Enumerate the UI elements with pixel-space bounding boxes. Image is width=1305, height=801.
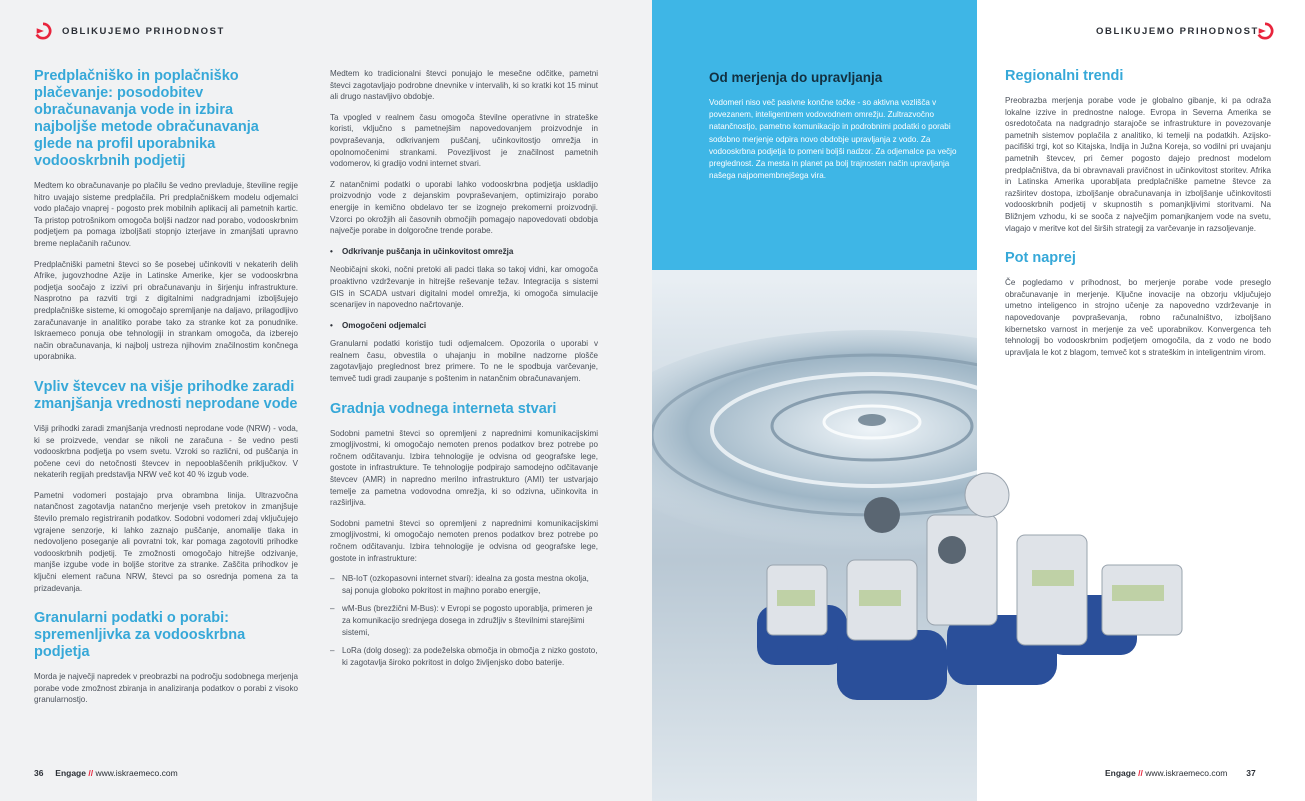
list-item: – wM-Bus (brezžični M-Bus): v Evropi se pogosto uporablja, primeren je za komunikacijo srednjega dosega in združljiv s številnimi starejšimi sistemi, xyxy=(330,603,598,638)
section-title: Predplačniško in poplačniško plačevanje: posodobitev obračunavanja vode in izbira najboljše metode obračunavanja glede na profil uporabnika vodooskrbnih podjetij xyxy=(34,68,259,169)
paragraph: Medtem ko obračunavanje po plačilu še vedno prevladuje, številine regije hitro uvajajo sisteme predplačila. Pri predplačniškem modelu odjemalci vodo plačajo vnaprej - pogosto prek mobilnih aplikacij ali pametnih kartic. Ta pristop potrošnikom omogoča boljši nadzor nad porabo, vodooskrbnim podjetjem pa pomaga izboljšati stopnjo izterjave in zmanjšati upravno breme neplačanih računov. xyxy=(34,181,298,248)
paragraph: Medtem ko tradicionalni števci ponujajo le mesečne odčitke, pametni števci zagotavljajo podrobne dnevnike v intervalih, ki so kratki kot 15 minut ali drugo nastavljivo obdobje. xyxy=(330,69,598,102)
paragraph: Če pogledamo v prihodnost, bo merjenje porabe vode preseglo obračunavanje in merjenje. Ključne inovacije na obzorju vključujejo umetno inteligenco in strojno učenje za napovedno vzdrževanje in napovedovanje povpraševanja, robno računalništvo, izboljšano kibernetsko varnost in merjenje za več uporabnikov. Konvergenca teh tehnologij bo vodooskrbnim podjetjem omogočila, da z vodo ne bodo upravljala le kot z blagom, temveč kot s strateškim in inteligentnim virom. xyxy=(1005,278,1271,357)
footer-url-link[interactable]: www.iskraemeco.com xyxy=(95,768,178,778)
left-page xyxy=(0,0,652,801)
iskraemeco-logo-icon xyxy=(1256,22,1274,40)
list-item: – NB-IoT (ozkopasovni internet stvari): idealna za gosta mestna okolja, saj ponuja globoko pokritost in majhno porabo energije, xyxy=(330,573,598,596)
page-footer-left xyxy=(34,768,178,778)
paragraph: Morda je največji napredek v preobrazbi na področju sodobnega merjenja porabe vode zmožnost zbiranja in analiziranja podatkov o porabi z visoko granularnostjo. xyxy=(34,672,298,705)
paragraph: Granularni podatki koristijo tudi odjemalcem. Opozorila o uporabi v realnem času, obvestila o uhajanju in mobilne nadzorne plošče zagotavljajo preglednost brez primere. To ne le spodbuja varčevanje, temveč tudi gradi zaupanje s poštenim in natančnim obračunavanjem. xyxy=(330,339,598,384)
paragraph: Predplačniški pametni števci so še posebej učinkoviti v nekaterih delih Afrike, jugovzhodne Azije in Latinske Amerike, kjer se vodooskrbna podjetja soočajo z izzivi pri obračunavanju in širjenju infrastrukture. Nasprotno pa razviti trgi z digitalnimi nadgradnjami izboljšujejo predplačniške sisteme, ki omogočajo spremljanje na daljavo, prilagodljivo zaračunavanje in analitiko porabe tako za stranke kot za ponudnike. Iskraemeco ponuja obe tehnologiji in strankam omogoča, da izberejo način obračunavanja, ki najbolj ustreza njihovim značilnostim končnega uporabnika. xyxy=(34,259,298,362)
page-number: 36 xyxy=(34,768,44,778)
page-footer-right xyxy=(1105,768,1256,778)
page-number: 37 xyxy=(1246,768,1256,778)
bullet-heading: • Odkrivanje puščanja in učinkovitost omrežja xyxy=(330,246,598,258)
paragraph: Sodobni pametni števci so opremljeni z naprednimi komunikacijskimi zmogljivostmi, ki omogočajo nemoten prenos podatkov brez potrebe po ročnem odčitavanju. Izbira tehnologije je odvisna od geografske lege, gostote in infrastrukture: xyxy=(330,518,598,563)
section-title: Pot naprej xyxy=(1005,250,1076,267)
section-title: Granularni podatki o porabi: spremenljivka za vodooskrbna podjetja xyxy=(34,610,246,661)
left-column-2 xyxy=(330,68,598,676)
paragraph: Ta vpogled v realnem času omogoča številne operativne in strateške koristi, vključno s pametnejšim napovedovanjem proizvodnje in povpraševanja, odkrivanjem puščanj, učinkovitostjo omrežja in opolnomočenimi strankami. Povezljivost je značilnost pametnih vodomerov, ki gradijo vodni internet stvari. xyxy=(330,112,598,169)
section-title: Gradnja vodnega interneta stvari xyxy=(330,400,557,417)
running-header: OBLIKUJEMO PRIHODNOST xyxy=(1096,26,1259,37)
callout-title: Od merjenja do upravljanja xyxy=(709,70,883,85)
footer-brand: Engage xyxy=(1105,768,1136,778)
water-meters-image xyxy=(747,455,1217,720)
left-column-1 xyxy=(34,68,298,715)
right-page xyxy=(652,0,1305,801)
callout-content xyxy=(709,70,959,182)
running-header: OBLIKUJEMO PRIHODNOST xyxy=(62,26,225,37)
section-title: Vpliv števcev na višje prihodke zaradi zmanjšanja vrednosti neprodane vode xyxy=(34,378,298,412)
iskraemeco-logo-icon xyxy=(34,22,52,40)
paragraph: Preobrazba merjenja porabe vode je globalno gibanje, ki pa odraža lokalne izzive in prednostne naloge. Evropa in Severna Amerika se osredotočata na nadgradnjo starajoče se infrastrukture in povezovanje pametnih sistemov poplačila z analitiko, ki temelji na podatkih. Azijsko-pacifiški trgi, kot so Kitajska, Indija in Južna Koreja, so vodilni pri uvajanju pametnih števcev, pri čemer pogosto dajejo prednost modelom predplačništva, da bi obravnavali pravičnost in učinkovitost storitev. Afrika in Latinska Amerika uporabljata predplačniške pametne števce za razširitev dostopa, izboljšanje obračunavanja in izboljšanje učinkovitosti vodooskrbnih podjetij v skupnostih s pomanjkljivimi storitvami. Na Bližnjem vzhodu, ki se sooča z največjim pomanjkanjem vode na svetu, vlagajo v meritve kot del širših strategij za varčevanje in razsoljevanje. xyxy=(1005,96,1271,233)
paragraph: Neobičajni skoki, nočni pretoki ali padci tlaka so takoj vidni, kar omogoča proaktivno vzdrževanje in hitrejše reševanje težav. Integracija s sistemi GIS in SCADA ustvari digitalni model omrežja, ki omogoča simulacije scenarijev in napovedno načrtovanje. xyxy=(330,265,598,310)
paragraph: Sodobni pametni števci so opremljeni z naprednimi komunikacijskimi zmogljivostmi, ki omogočajo nemoten prenos podatkov brez potrebe po ročnem odčitavanju. Izbira tehnologije je odvisna od geografske lege, gostote in infrastrukture. Te tehnologije podpirajo samodejno odčitavanje števcev (AMR) in napredno merilno infrastrukturo (AMI) ter ustvarjajo temelje za pametna vodovodna omrežja, ki so odzivna, učinkovita in razširljiva. xyxy=(330,428,598,508)
right-column xyxy=(1005,68,1271,367)
technology-list xyxy=(330,573,598,668)
callout-text: Vodomeri niso več pasivne končne točke - so aktivna vozlišča v povezanem, inteligentnem vodovodnem omrežju. Zultrazvočno natančnostjo, pametno komunikacijo in podrobnimi podatki o porabi sodobno merjenje odpira novo obdobje upravljanja z vodo. Za vodooskrbna podjetja to pomeni boljši nadzor. Za odjemalce pa večjo preglednost. Za mesta in planet pa bolj trajnosten način upravljanja našega najpomembnejšega vira. xyxy=(709,98,957,181)
list-item: – LoRa (dolg doseg): za podeželska območja in območja z nizko gostoto, ki zagotavlja široko pokritost in dolgo življenjsko dobo baterije. xyxy=(330,645,598,668)
footer-brand: Engage xyxy=(55,768,86,778)
footer-slashes: // xyxy=(88,768,94,778)
paragraph: Pametni vodomeri postajajo prva obrambna linija. Ultrazvočna natančnost zagotavlja natančno merjenje vseh pretokov in zmanjšuje število premalo registriranih podatkov. Sodobni vodomeri zdaj vključujejo vgrajene senzorje, ki lahko zaznajo puščanje, anomalije tlaka in nedovoljeno poseganje ali povratni tok, kar pomaga zagotoviti prihodke vodooskrbnih podjetij. Te zmožnosti omogočajo hitrejše odzivanje, manjše izgube vode in boljše storitve za stranke. Zaščita prihodkov je ključni element računa NRW, števci pa so osrednja pomena za ta prizadevanja. xyxy=(34,490,298,593)
footer-url-link[interactable]: www.iskraemeco.com xyxy=(1145,768,1228,778)
footer-slashes: // xyxy=(1138,768,1143,778)
paragraph: Višji prihodki zaradi zmanjšanja vrednosti neprodane vode (NRW) - voda, ki se proizvede, vendar se nikoli ne zaračuna - še vedno pesti vodooskrbna podjetja po vsem svetu. Vzroki so različni, od puščanja in počene cevi do netočnosti števcev in nepooblaščenih priključkov. V nekaterih regijah predstavlja NRW več kot 40 % izgub vode. xyxy=(34,423,298,480)
bullet-heading: • Omogočeni odjemalci xyxy=(330,320,598,332)
paragraph: Z natančnimi podatki o uporabi lahko vodooskrbna podjetja uskladijo proizvodnjo vode z dejanskim povpraševanjem, optimizirajo porabo energije in kemično obdelavo ter se izognejo prekomerni proizvodnji. Vzorci po okrožjih ali časovnih območjih pomagajo napovedovati obdobja največje porabe in dolgoročne trende porabe. xyxy=(330,179,598,236)
section-title: Regionalni trendi xyxy=(1005,68,1124,84)
